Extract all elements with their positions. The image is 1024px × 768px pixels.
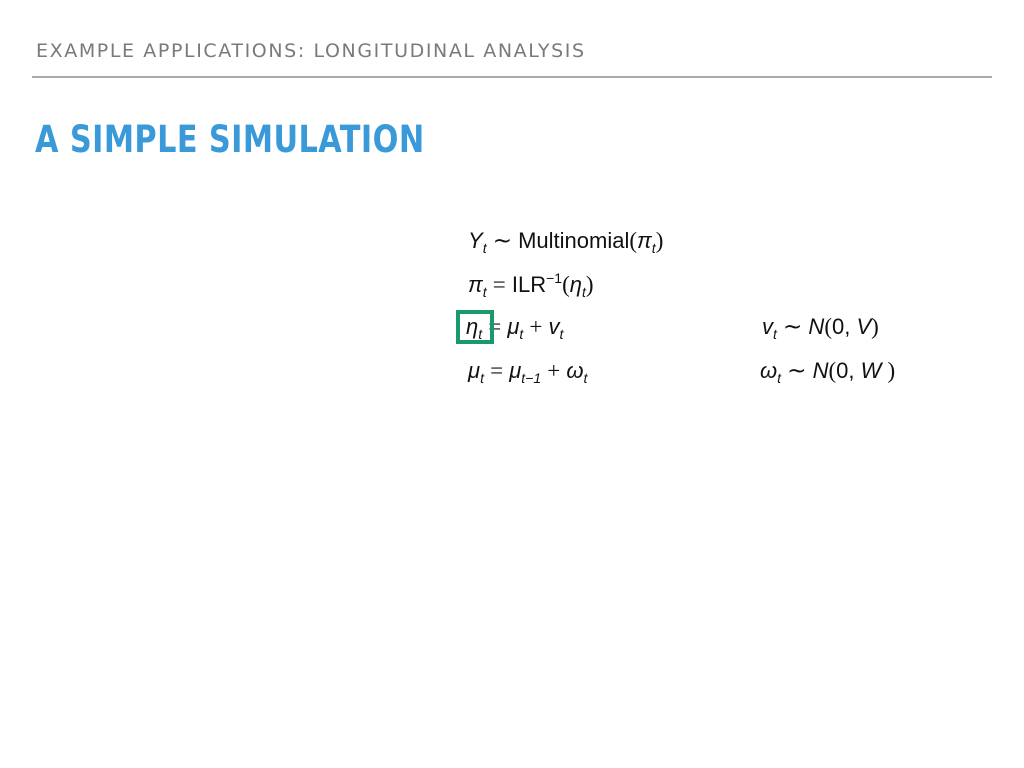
eq5-open-paren: ( xyxy=(824,314,832,339)
eq1-distribution: Multinomial xyxy=(518,228,630,253)
eq4-plus: + xyxy=(547,358,561,383)
slide-title: A SIMPLE SIMULATION xyxy=(35,118,425,161)
eq1-operator: ∼ xyxy=(492,228,512,253)
eq3-operator: = xyxy=(488,314,502,339)
equation-mu xyxy=(468,358,587,384)
equation-observation xyxy=(468,228,663,254)
eq3-lhs-symbol: η xyxy=(466,314,479,339)
eq5-lhs-subscript: t xyxy=(773,326,777,342)
equation-v-noise xyxy=(762,314,879,340)
eq5-distribution: N xyxy=(808,314,825,339)
eq2-open-paren: ( xyxy=(562,272,570,297)
eq5-close-paren: ) xyxy=(871,314,879,339)
eq4-term1-symbol: μ xyxy=(509,358,522,383)
eq1-arg-subscript: t xyxy=(651,240,656,256)
eq5-operator: ∼ xyxy=(783,314,803,339)
eq2-lhs-subscript: t xyxy=(482,284,487,300)
eq5-args: 0, xyxy=(831,314,857,339)
eq4-lhs-symbol: μ xyxy=(468,358,481,383)
eq3-term2-subscript: t xyxy=(559,326,564,342)
eq1-lhs-subscript: t xyxy=(482,240,487,256)
eq4-term2-symbol: ω xyxy=(566,358,584,383)
equation-ilr xyxy=(468,272,594,298)
eq1-arg-symbol: π xyxy=(637,228,652,253)
eq5-variance: V xyxy=(856,314,872,339)
eq1-lhs-symbol: Y xyxy=(468,228,483,253)
section-header: EXAMPLE APPLICATIONS: LONGITUDINAL ANALYSIS xyxy=(36,40,586,62)
eq2-arg-subscript: t xyxy=(581,284,586,300)
eq3-plus: + xyxy=(529,314,543,339)
header-divider xyxy=(32,76,992,78)
eq4-term2-subscript: t xyxy=(583,370,588,386)
eq3-term1-subscript: t xyxy=(519,326,524,342)
equation-omega-noise xyxy=(760,358,895,384)
eq6-open-paren: ( xyxy=(828,358,837,383)
eq1-open-paren: ( xyxy=(629,228,638,253)
eq2-lhs-symbol: π xyxy=(468,272,483,297)
eq5-lhs-symbol: v xyxy=(762,314,773,339)
eq3-term2-symbol: v xyxy=(548,314,560,339)
eta-highlight-box xyxy=(456,310,494,344)
eq4-term1-subscript: t−1 xyxy=(521,370,542,386)
eq6-variance: W xyxy=(860,358,882,383)
eq6-args: 0, xyxy=(836,358,861,383)
eq6-operator: ∼ xyxy=(787,358,807,383)
eq3-lhs-subscript: t xyxy=(478,326,483,342)
eq2-function-superscript: −1 xyxy=(546,270,563,286)
eq6-close-paren: ) xyxy=(887,358,896,383)
eq2-close-paren: ) xyxy=(585,272,594,297)
eq1-close-paren: ) xyxy=(655,228,664,253)
eq3-term1-symbol: μ xyxy=(507,314,520,339)
eq6-lhs-symbol: ω xyxy=(760,358,778,383)
eq2-function: ILR xyxy=(511,272,547,297)
eq6-lhs-subscript: t xyxy=(777,370,782,386)
eq2-arg-symbol: η xyxy=(569,272,582,297)
eq2-operator: = xyxy=(492,272,506,297)
eq4-lhs-subscript: t xyxy=(480,370,484,386)
eq6-distribution: N xyxy=(812,358,829,383)
eq4-operator: = xyxy=(490,358,504,383)
